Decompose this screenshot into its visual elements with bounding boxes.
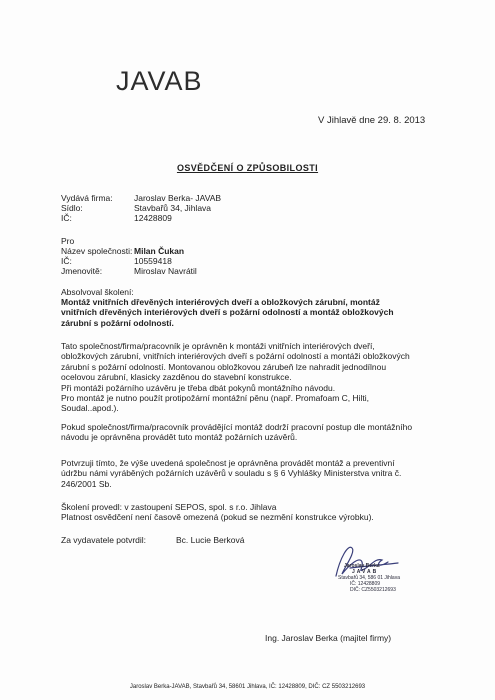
page-footer: Jaroslav Berka-JAVAB, Stavbařů 34, 58601 Jihlava, IČ: 12428809, DIČ: CZ 5503212693 (129, 684, 366, 690)
javab-logo: JAVAB (116, 66, 203, 96)
stamp-line5: DIČ: CZ5503212693 (350, 587, 396, 593)
issued-by-value: Bc. Lucie Berková (176, 535, 245, 545)
paragraph-procedure: Pokud společnost/firma/pracovník provádějící montáž dodrží pracovní postup dle montážního návodu je oprávněna provádět tuto montáž požárních uzávěrů. (61, 422, 413, 443)
issuer-ic-value: 12428809 (134, 213, 172, 223)
issuer-seat-label: Sídlo: (61, 203, 83, 213)
stamp-line2: JAVAB (352, 569, 379, 575)
training-text: Montáž vnitřních dřevěných interiérových dveří a obložkových zárubní, montáž vnitřních dřevěných interiérových dveří s požární odolností a montáž obložkových zárubní s požární odolností. (61, 297, 394, 328)
recipient-pro-label: Pro (61, 236, 75, 246)
signer-name: Ing. Jaroslav Berka (majitel firmy) (265, 633, 392, 643)
recipient-company-value: Milan Čukan (134, 246, 185, 256)
issuer-firm-label: Vydává firma: (61, 193, 113, 203)
stamp-line3: Stavbařů 34, 586 01 Jihlava (338, 575, 400, 581)
issuer-firm-value: Jaroslav Berka- JAVAB (134, 193, 222, 203)
paragraph-authorization: Tato společnost/firma/pracovník je oprávněn k montáži vnitřních interiérových dveří, obložkových zárubní, vnitřních interiérových dveří s požární odolností a montáži obložkových zárubní s požární odolností. Montovanou obložkovou zárubeň lze nahradit jednodílnou ocelovou zárubní, klasicky zazděnou do stavební konstrukce. Při montáži požárního uzávěru je třeba dbát pokynů montážního návodu. Pro montáž je nutno použít protipožární montážní pěnu (např. Promafoam C, Hilti, Soudal..apod.). (61, 341, 410, 414)
recipient-ic-value: 10559418 (134, 256, 172, 266)
company-stamp (338, 563, 400, 593)
training-label: Absolvoval školení: (61, 287, 134, 297)
document-title: OSVĚDČENÍ O ZPŮSOBILOSTI (176, 163, 319, 173)
issuer-ic-label: IČ: (61, 213, 72, 223)
document-date: V Jihlavě dne 29. 8. 2013 (318, 115, 426, 126)
issuer-seat-value: Stavbařů 34, Jihlava (134, 203, 212, 213)
issued-by-label: Za vydavatele potvrdil: (61, 535, 147, 545)
recipient-company-label: Název společnosti: (61, 246, 133, 256)
stamp-line4: IČ: 12428809 (350, 581, 381, 587)
recipient-named-value: Miroslav Navrátil (134, 266, 197, 276)
paragraph-confirmation: Potvrzuji tímto, že výše uvedená společnost je oprávněna provádět montáž a preventivní údržbu námi vyráběných požárních uzávěrů v souladu s § 6 Vyhlášky Ministerstva vnitra č. 246/2001 Sb. (61, 458, 402, 489)
recipient-ic-label: IČ: (61, 256, 72, 266)
recipient-named-label: Jmenovitě: (61, 266, 103, 276)
stamp-line1: Jaroslav Berka (344, 563, 380, 569)
paragraph-training-info: Školení provedl: v zastoupení SEPOS, spol. s r.o. Jihlava Platnost osvědčení není časově omezená (pokud se nezmění konstrukce výrobku). (61, 502, 374, 523)
